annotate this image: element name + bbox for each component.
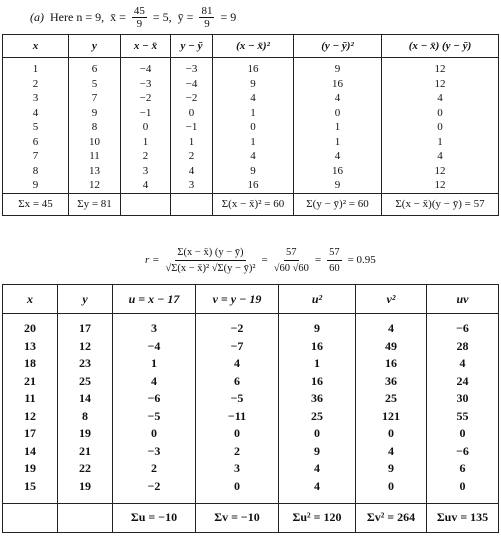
table-row [3, 77, 499, 92]
table-cell: 1 [213, 106, 294, 121]
table-cell: 14 [58, 390, 113, 408]
table-row [3, 390, 499, 408]
table-cell: 5 [69, 77, 121, 92]
formula-denominator-2: √60 √60 [273, 262, 309, 274]
table-cell: 6 [3, 135, 69, 150]
table-cell: 3 [113, 314, 196, 338]
table-cell: 3 [171, 178, 213, 193]
formula-eq-1: = [261, 254, 268, 266]
table-cell: 36 [356, 373, 427, 391]
table-cell: −2 [121, 91, 171, 106]
intro-text: Here n = 9, [50, 9, 105, 24]
table-cell: 2 [121, 149, 171, 164]
table-cell: 13 [69, 164, 121, 179]
ybar-rhs: = 9 [220, 9, 237, 24]
table-cell: 0 [382, 106, 499, 121]
table-cell: 16 [356, 355, 427, 373]
table-cell: 16 [213, 178, 294, 193]
xbar-lhs: x̄ = [110, 9, 126, 24]
shifted-table [2, 284, 499, 533]
formula-fraction-3 [327, 245, 342, 276]
total-cell: Σv² = 264 [356, 504, 427, 533]
table-cell: 21 [3, 373, 58, 391]
table-cell: 12 [3, 408, 58, 426]
table-cell: 0 [294, 106, 382, 121]
table-cell: 49 [356, 338, 427, 356]
table-cell: −2 [113, 478, 196, 504]
table-cell: 0 [113, 425, 196, 443]
table-cell: 4 [294, 91, 382, 106]
table-cell: 6 [196, 373, 279, 391]
table-cell: 4 [356, 443, 427, 461]
table-cell: 23 [58, 355, 113, 373]
xbar-rhs: = 5, [152, 9, 172, 24]
table-cell: 16 [279, 373, 356, 391]
table-cell: 8 [58, 408, 113, 426]
table-cell: 16 [279, 338, 356, 356]
table-row [3, 338, 499, 356]
table-cell: −4 [121, 58, 171, 77]
table-cell: 12 [382, 178, 499, 193]
total-cell: Σ(y − ȳ)² = 60 [294, 193, 382, 215]
table-cell: 3 [3, 91, 69, 106]
shifted-table-header [3, 285, 499, 314]
table-cell: 1 [213, 135, 294, 150]
table-cell: 36 [279, 390, 356, 408]
table-cell: 19 [58, 425, 113, 443]
table-cell: 7 [3, 149, 69, 164]
table-cell: −5 [113, 408, 196, 426]
correlation-formula [145, 238, 376, 282]
table-cell: 9 [294, 58, 382, 77]
deviation-table-header [3, 35, 499, 58]
table-cell: 12 [382, 77, 499, 92]
table-cell: 19 [3, 460, 58, 478]
table-cell: −11 [196, 408, 279, 426]
table-row [3, 373, 499, 391]
table-row [3, 478, 499, 504]
table-cell: 10 [69, 135, 121, 150]
table-cell: 4 [213, 91, 294, 106]
table-cell: 0 [213, 120, 294, 135]
table-cell: 121 [356, 408, 427, 426]
table-cell: 12 [382, 58, 499, 77]
table-cell: 0 [196, 425, 279, 443]
table-cell: −3 [171, 58, 213, 77]
table-cell: −2 [196, 314, 279, 338]
formula-denominator-1: √Σ(x − x̄)² √Σ(y − ȳ)² [165, 262, 256, 274]
table-cell: 11 [3, 390, 58, 408]
table-cell: 9 [213, 164, 294, 179]
deviation-table [2, 34, 499, 216]
table-cell: 8 [3, 164, 69, 179]
formula-eq-2: = [314, 254, 322, 266]
table-cell: 1 [279, 355, 356, 373]
formula-result: = 0.95 [347, 254, 376, 266]
table-cell: −6 [427, 314, 499, 338]
table-cell: 25 [356, 390, 427, 408]
total-cell: Σy = 81 [69, 193, 121, 215]
table-cell: 9 [356, 460, 427, 478]
table-row [3, 425, 499, 443]
table-cell: 1 [3, 58, 69, 77]
column-header: (x − x̄) (y − ȳ) [382, 35, 499, 58]
table-row [3, 58, 499, 77]
column-header: x − x̄ [121, 35, 171, 58]
formula-denominator-3: 60 [329, 262, 340, 274]
part-label: (a) [30, 9, 44, 24]
table-cell: 22 [58, 460, 113, 478]
column-header: uv [427, 285, 499, 314]
table-cell: −5 [196, 390, 279, 408]
table-cell: 0 [279, 425, 356, 443]
column-header: (x − x̄)² [213, 35, 294, 58]
column-header: x [3, 35, 69, 58]
table-cell: 4 [3, 106, 69, 121]
table-cell: 6 [69, 58, 121, 77]
table-cell: 17 [58, 314, 113, 338]
table-cell: 4 [279, 478, 356, 504]
table-cell: 16 [294, 164, 382, 179]
column-header: v² [356, 285, 427, 314]
column-header: (y − ȳ)² [294, 35, 382, 58]
table-cell: 3 [196, 460, 279, 478]
table-cell: 0 [382, 120, 499, 135]
table-cell: 0 [356, 478, 427, 504]
column-header: y [69, 35, 121, 58]
xbar-fraction [132, 5, 147, 30]
table-cell: −6 [113, 390, 196, 408]
formula-numerator-1: Σ(x − x̄) (y − ȳ) [175, 245, 245, 261]
table-cell: −1 [171, 120, 213, 135]
table-cell: 12 [69, 178, 121, 193]
table-cell: 9 [294, 178, 382, 193]
total-cell [58, 504, 113, 533]
table-cell: −3 [113, 443, 196, 461]
table-cell: 9 [213, 77, 294, 92]
table-cell: 13 [3, 338, 58, 356]
table-row [3, 120, 499, 135]
table-cell: 18 [3, 355, 58, 373]
table-row [3, 178, 499, 193]
table-row [3, 408, 499, 426]
column-header: y − ȳ [171, 35, 213, 58]
table-cell: 4 [382, 149, 499, 164]
shifted-table-totals [3, 504, 499, 533]
table-cell: 0 [121, 120, 171, 135]
column-header: u² [279, 285, 356, 314]
table-cell: 9 [279, 314, 356, 338]
total-cell: Σ(x − x̄)(y − ȳ) = 57 [382, 193, 499, 215]
table-cell: 3 [121, 164, 171, 179]
column-header: x [3, 285, 58, 314]
table-row [3, 443, 499, 461]
ybar-lhs: ȳ = [177, 9, 194, 24]
total-cell [121, 193, 171, 215]
table-cell: 25 [279, 408, 356, 426]
table-cell: 7 [69, 91, 121, 106]
ybar-fraction [199, 5, 214, 30]
table-cell: 5 [3, 120, 69, 135]
formula-lhs: r = [145, 254, 160, 266]
table-cell: 1 [294, 135, 382, 150]
table-cell: 16 [294, 77, 382, 92]
deviation-table-totals [3, 193, 499, 215]
column-header: u = x − 17 [113, 285, 196, 314]
table-cell: 1 [171, 135, 213, 150]
total-cell: Σu² = 120 [279, 504, 356, 533]
total-cell: Σu = −10 [113, 504, 196, 533]
table-cell: 30 [427, 390, 499, 408]
table-cell: 4 [171, 164, 213, 179]
table-cell: 4 [196, 355, 279, 373]
formula-fraction-2 [274, 245, 309, 276]
total-cell: Σx = 45 [3, 193, 69, 215]
xbar-denominator: 9 [136, 17, 143, 30]
formula-numerator-3: 57 [327, 245, 342, 261]
table-row [3, 91, 499, 106]
table-cell: 0 [356, 425, 427, 443]
table-cell: 14 [3, 443, 58, 461]
table-cell: 55 [427, 408, 499, 426]
table-cell: 4 [113, 373, 196, 391]
table-cell: 11 [69, 149, 121, 164]
table-cell: 2 [171, 149, 213, 164]
ybar-denominator: 9 [204, 17, 210, 30]
table-row [3, 106, 499, 121]
table-cell: 1 [113, 355, 196, 373]
table-cell: −4 [113, 338, 196, 356]
table-cell: 2 [196, 443, 279, 461]
table-cell: 1 [382, 135, 499, 150]
table-cell: 4 [427, 355, 499, 373]
table-cell: −3 [121, 77, 171, 92]
table-cell: 15 [3, 478, 58, 504]
table-cell: 2 [113, 460, 196, 478]
table-cell: −4 [171, 77, 213, 92]
table-cell: −6 [427, 443, 499, 461]
table-cell: 12 [58, 338, 113, 356]
table-cell: 0 [427, 425, 499, 443]
table-row [3, 135, 499, 150]
table-cell: −1 [121, 106, 171, 121]
table-cell: 0 [171, 106, 213, 121]
table-cell: 16 [213, 58, 294, 77]
ybar-numerator: 81 [201, 4, 213, 17]
table-cell: 21 [58, 443, 113, 461]
total-cell: Σuv = 135 [427, 504, 499, 533]
table-cell: 4 [279, 460, 356, 478]
table-row [3, 164, 499, 179]
total-cell [171, 193, 213, 215]
table-row [3, 314, 499, 338]
table-cell: 4 [121, 178, 171, 193]
table-cell: 1 [294, 120, 382, 135]
total-cell: Σv = −10 [196, 504, 279, 533]
table-cell: 9 [69, 106, 121, 121]
table-cell: 17 [3, 425, 58, 443]
table-cell: 28 [427, 338, 499, 356]
table-cell: 0 [196, 478, 279, 504]
column-header: y [58, 285, 113, 314]
table-row [3, 355, 499, 373]
table-cell: −2 [171, 91, 213, 106]
table-cell: 9 [279, 443, 356, 461]
total-cell: Σ(x − x̄)² = 60 [213, 193, 294, 215]
formula-fraction-1 [165, 245, 255, 276]
total-cell [3, 504, 58, 533]
table-cell: 0 [427, 478, 499, 504]
table-cell: 4 [294, 149, 382, 164]
table-cell: 4 [213, 149, 294, 164]
table-cell: 19 [58, 478, 113, 504]
table-cell: 8 [69, 120, 121, 135]
table-row [3, 460, 499, 478]
table-cell: 9 [3, 178, 69, 193]
formula-numerator-2: 57 [284, 245, 299, 261]
table-cell: −7 [196, 338, 279, 356]
table-cell: 4 [382, 91, 499, 106]
xbar-numerator: 45 [133, 4, 145, 17]
table-cell: 1 [121, 135, 171, 150]
table-cell: 20 [3, 314, 58, 338]
table-cell: 2 [3, 77, 69, 92]
table-cell: 24 [427, 373, 499, 391]
table-cell: 12 [382, 164, 499, 179]
column-header: v = y − 19 [196, 285, 279, 314]
table-cell: 25 [58, 373, 113, 391]
table-cell: 4 [356, 314, 427, 338]
table-row [3, 149, 499, 164]
table-cell: 6 [427, 460, 499, 478]
intro-line [30, 2, 236, 32]
